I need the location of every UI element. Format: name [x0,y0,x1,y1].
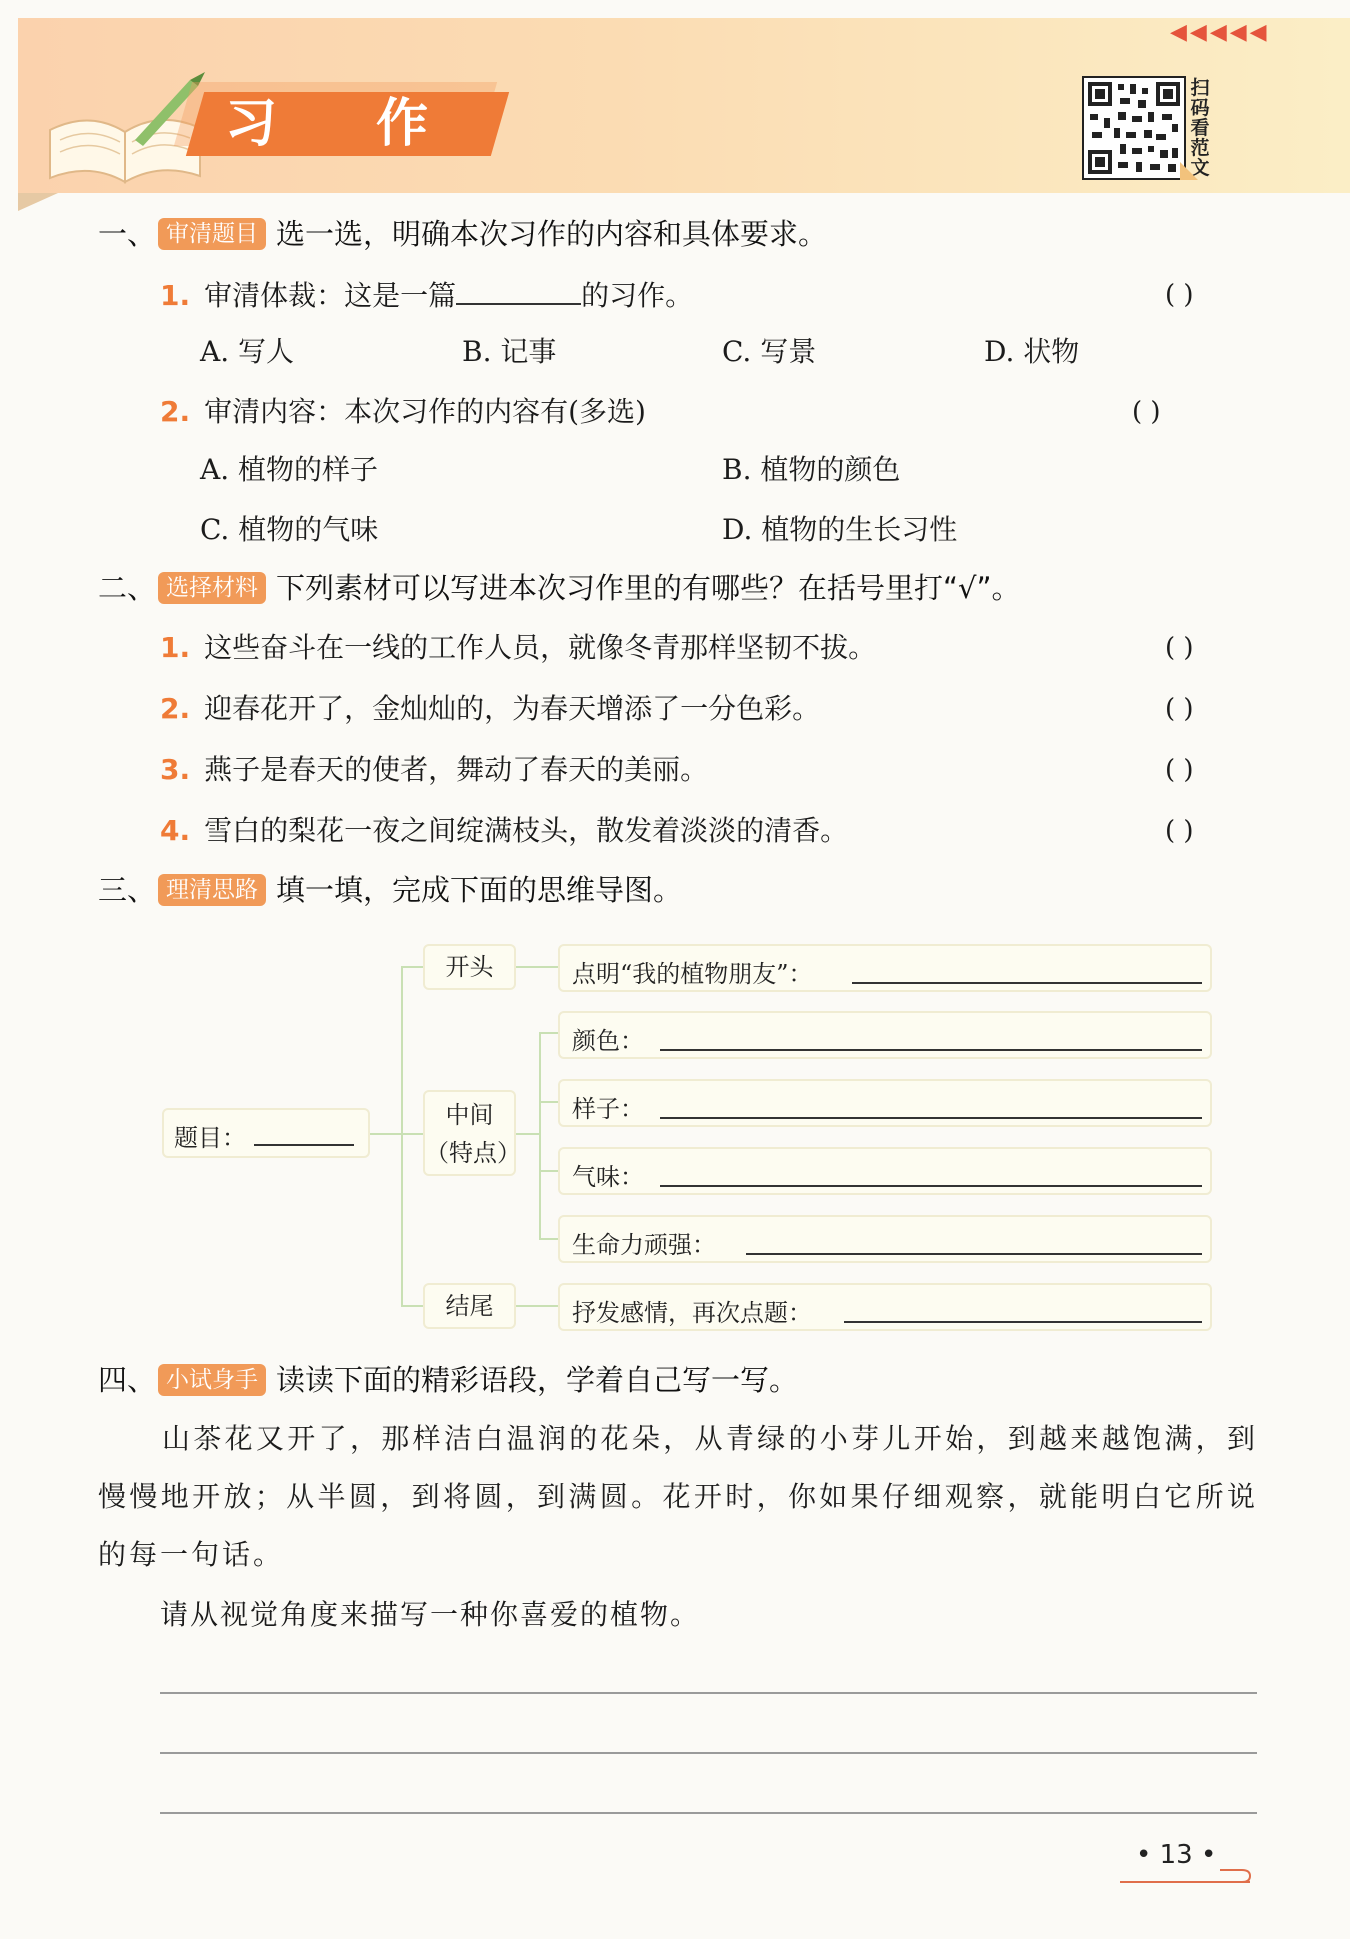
option-c[interactable]: C. 写景 [722,335,817,368]
mindmap-leaf-vitality: 生命力顽强： [558,1215,1212,1263]
answer-line[interactable] [660,1049,1202,1051]
material-item: 3. 燕子是春天的使者，舞动了春天的美丽。 [160,753,709,786]
connector [370,1133,402,1135]
qr-code[interactable] [1082,76,1186,180]
section-2-heading: 二、 选择材料 下列素材可以写进本次习作里的有哪些？在括号里打“√”。 [98,571,1021,605]
writing-prompt: 请从视觉角度来描写一种你喜爱的植物。 [160,1598,701,1631]
section-1-heading: 一、 审清题目 选一选，明确本次习作的内容和具体要求。 [98,217,828,251]
mindmap-end: 结尾 [423,1283,516,1329]
question-1-1: 1. 审清体裁：这是一篇 的习作。 [160,273,693,317]
material-item: 4. 雪白的梨花一夜之间绽满枝头，散发着淡淡的清香。 [160,814,849,847]
connector [539,1032,541,1239]
writing-line[interactable] [160,1752,1257,1754]
section-badge: 理清思路 [158,874,266,906]
section-badge: 小试身手 [158,1364,266,1396]
page-curl-icon [1218,1860,1254,1884]
answer-line[interactable] [660,1185,1202,1187]
connector [516,1305,558,1307]
decor-arrows: ◀◀◀◀◀ [1170,20,1270,45]
option-d[interactable]: D. 植物的生长习性 [722,513,958,546]
answer-line[interactable] [844,1321,1202,1323]
mindmap-root: 题目： [162,1108,370,1158]
option-b[interactable]: B. 记事 [462,335,557,368]
mindmap-middle: 中间 （特点） [423,1090,516,1176]
connector [539,1032,558,1034]
mindmap-leaf-shape: 样子： [558,1079,1212,1127]
writing-line[interactable] [160,1692,1257,1694]
answer-parentheses[interactable]: ( ) [1165,816,1194,846]
connector [401,1133,423,1135]
answer-line[interactable] [746,1253,1202,1255]
answer-parentheses[interactable]: ( ) [1132,397,1161,427]
section-3-heading: 三、 理清思路 填一填，完成下面的思维导图。 [98,873,683,907]
question-1-2: 2. 审清内容：本次习作的内容有(多选) [160,395,646,428]
sample-paragraph: 山茶花又开了，那样洁白温润的花朵，从青绿的小芽儿开始，到越来越饱满，到慢慢地开放；从半圆，到将圆，到满圆。花开时，你如果仔细观察，就能明白它所说的每一句话。 [98,1422,1258,1571]
mindmap-leaf-color: 颜色： [558,1011,1212,1059]
option-b[interactable]: B. 植物的颜色 [722,453,901,486]
material-item: 2. 迎春花开了，金灿灿的，为春天增添了一分色彩。 [160,692,821,725]
mindmap-leaf-end: 抒发感情，再次点题： [558,1283,1212,1331]
material-item: 1. 这些奋斗在一线的工作人员，就像冬青那样坚韧不拔。 [160,631,877,664]
section-badge: 选择材料 [158,572,266,604]
option-d[interactable]: D. 状物 [984,335,1080,368]
writing-line[interactable] [160,1812,1257,1814]
mindmap-leaf-smell: 气味： [558,1147,1212,1195]
page-number: • 13 • [1136,1840,1217,1870]
connector [401,1305,423,1307]
mindmap-leaf-start: 点明“我的植物朋友”： [558,944,1212,992]
answer-blank[interactable] [456,273,581,305]
connector [401,966,423,968]
page-fold [18,193,58,211]
answer-parentheses[interactable]: ( ) [1165,694,1194,724]
answer-blank[interactable] [254,1144,354,1146]
answer-line[interactable] [660,1117,1202,1119]
answer-line[interactable] [852,982,1202,984]
answer-parentheses[interactable]: ( ) [1165,280,1194,310]
option-a[interactable]: A. 写人 [200,335,295,368]
connector [516,1133,540,1135]
connector [539,1170,558,1172]
section-4-heading: 四、 小试身手 读读下面的精彩语段，学着自己写一写。 [98,1363,799,1397]
connector [539,1238,558,1240]
option-c[interactable]: C. 植物的气味 [200,513,379,546]
qr-code-icon [1084,78,1184,178]
connector [539,1101,558,1103]
section-badge: 审清题目 [158,218,266,250]
page-title: 习 作 [225,94,433,154]
connector [516,966,558,968]
mindmap-start: 开头 [423,944,516,990]
qr-label: 扫码看范文 [1190,77,1210,179]
answer-parentheses[interactable]: ( ) [1165,755,1194,785]
option-a[interactable]: A. 植物的样子 [200,453,379,486]
qr-corner-triangle [1180,162,1198,180]
connector [401,966,403,1306]
answer-parentheses[interactable]: ( ) [1165,633,1194,663]
